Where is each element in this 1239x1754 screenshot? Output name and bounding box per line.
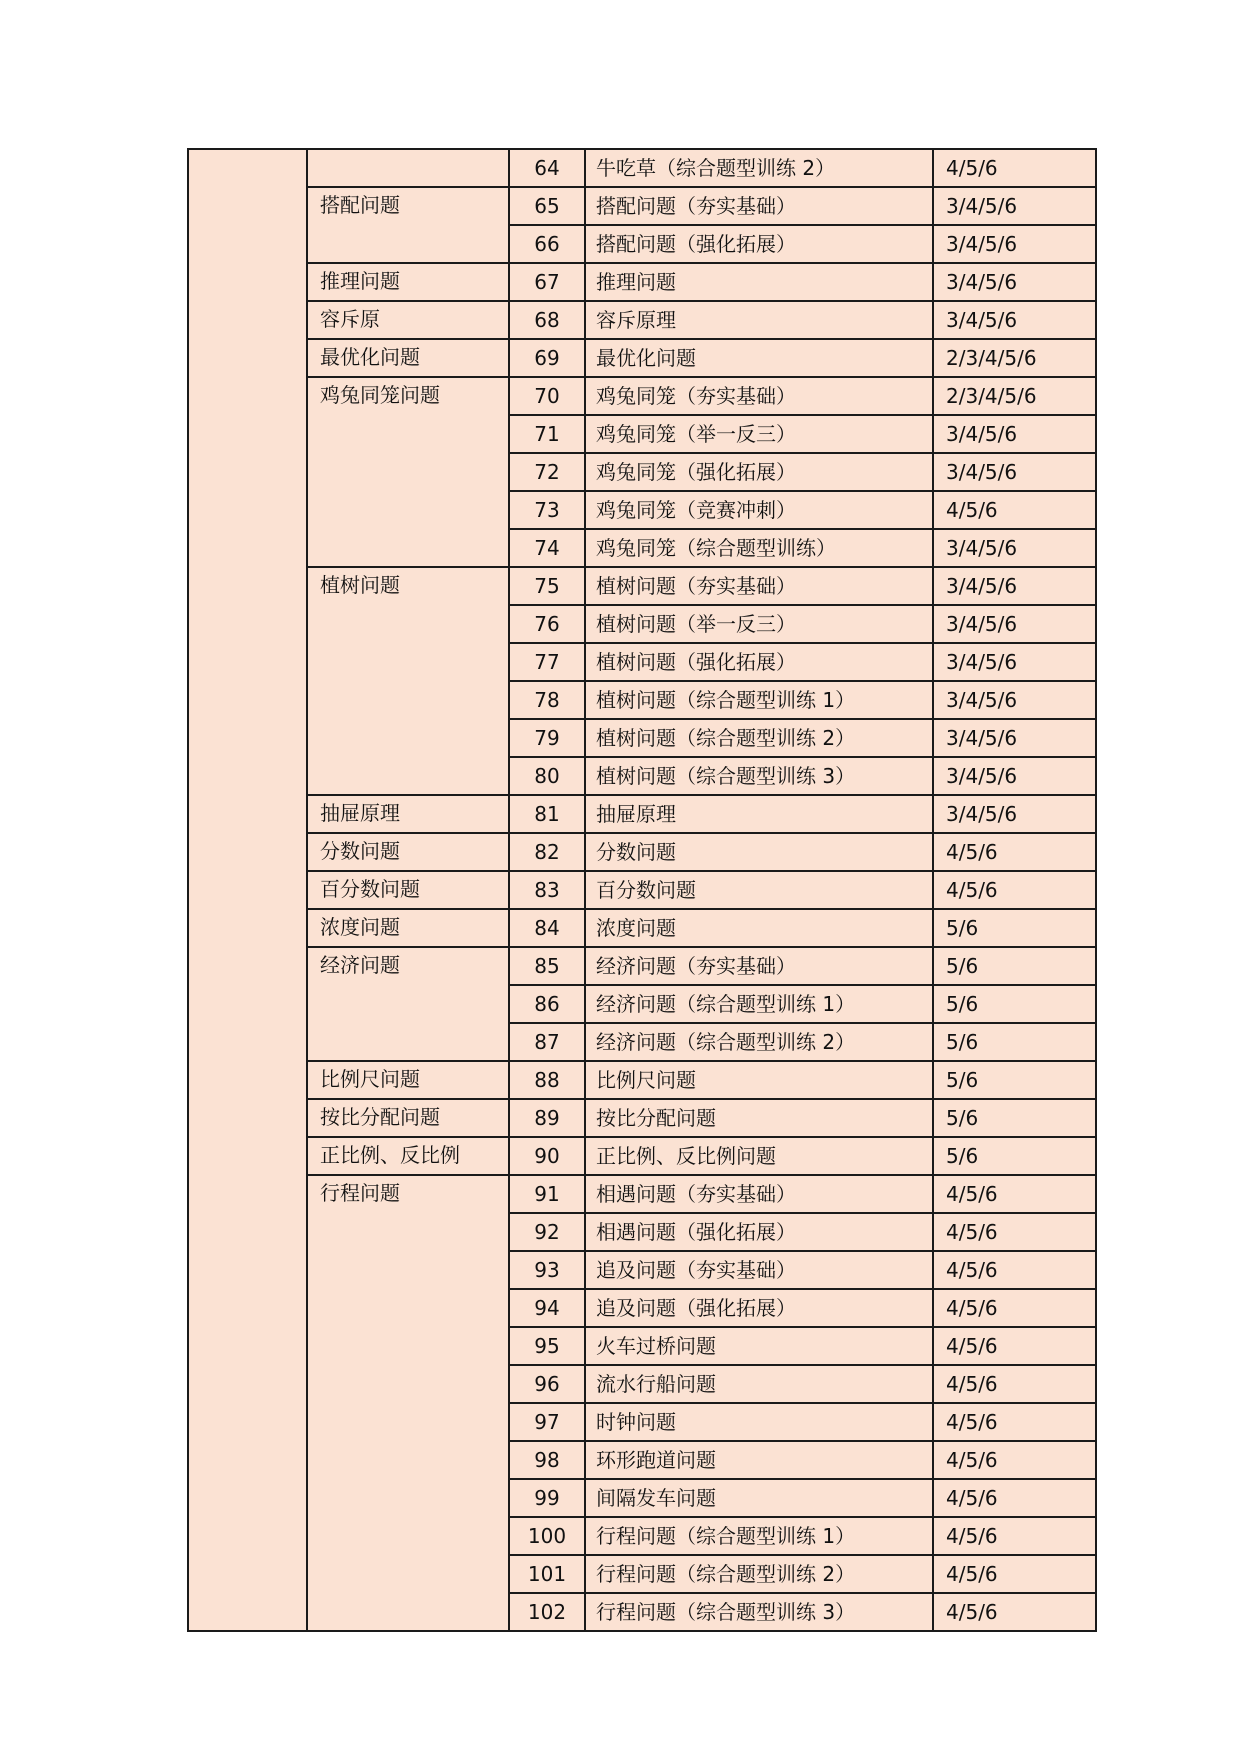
grade-levels: 4/5/6: [933, 1289, 1096, 1327]
lesson-number: 84: [509, 909, 585, 947]
lesson-number: 85: [509, 947, 585, 985]
grade-levels: 2/3/4/5/6: [933, 339, 1096, 377]
table-row: [188, 149, 1096, 187]
blank-left-cell: [188, 149, 307, 1631]
lesson-number: 94: [509, 1289, 585, 1327]
lesson-title: 流水行船问题: [585, 1365, 933, 1403]
category-cell: [307, 1099, 509, 1137]
grade-levels: 4/5/6: [933, 149, 1096, 187]
category-label: 搭配问题: [320, 193, 400, 217]
grade-levels: 5/6: [933, 985, 1096, 1023]
table-row: [188, 871, 1096, 909]
grade-levels: 4/5/6: [933, 1213, 1096, 1251]
grade-levels: 3/4/5/6: [933, 757, 1096, 795]
lesson-number: 75: [509, 567, 585, 605]
category-cell: [307, 795, 509, 833]
lesson-title: 相遇问题（强化拓展）: [585, 1213, 933, 1251]
table-body: [188, 149, 1096, 1631]
grade-levels: 5/6: [933, 1061, 1096, 1099]
grade-levels: 3/4/5/6: [933, 415, 1096, 453]
lesson-title: 追及问题（强化拓展）: [585, 1289, 933, 1327]
table-row: [188, 1061, 1096, 1099]
lesson-number: 101: [509, 1555, 585, 1593]
lesson-number: 83: [509, 871, 585, 909]
lesson-number: 93: [509, 1251, 585, 1289]
table-row: [188, 947, 1096, 985]
category-cell: [307, 1137, 509, 1175]
grade-levels: 5/6: [933, 909, 1096, 947]
grade-levels: 3/4/5/6: [933, 567, 1096, 605]
lesson-title: 环形跑道问题: [585, 1441, 933, 1479]
lesson-number: 78: [509, 681, 585, 719]
table-row: [188, 187, 1096, 225]
lesson-title: 牛吃草（综合题型训练 2）: [585, 149, 933, 187]
category-cell: [307, 1175, 509, 1631]
lesson-number: 90: [509, 1137, 585, 1175]
lesson-number: 100: [509, 1517, 585, 1555]
grade-levels: 4/5/6: [933, 1403, 1096, 1441]
lesson-title: 植树问题（综合题型训练 3）: [585, 757, 933, 795]
curriculum-table: [187, 148, 1097, 1632]
lesson-title: 鸡兔同笼（强化拓展）: [585, 453, 933, 491]
table-row: [188, 909, 1096, 947]
category-cell: [307, 339, 509, 377]
lesson-number: 80: [509, 757, 585, 795]
lesson-title: 鸡兔同笼（夯实基础）: [585, 377, 933, 415]
lesson-number: 102: [509, 1593, 585, 1631]
grade-levels: 3/4/5/6: [933, 453, 1096, 491]
lesson-title: 按比分配问题: [585, 1099, 933, 1137]
lesson-title: 火车过桥问题: [585, 1327, 933, 1365]
category-label: 推理问题: [320, 269, 400, 293]
table-row: [188, 567, 1096, 605]
grade-levels: 4/5/6: [933, 1175, 1096, 1213]
lesson-title: 植树问题（综合题型训练 1）: [585, 681, 933, 719]
table-row: [188, 339, 1096, 377]
category-cell: [307, 1061, 509, 1099]
grade-levels: 3/4/5/6: [933, 719, 1096, 757]
lesson-title: 植树问题（夯实基础）: [585, 567, 933, 605]
category-label: 按比分配问题: [320, 1105, 440, 1129]
category-label: 鸡兔同笼问题: [320, 383, 440, 407]
table-row: [188, 1175, 1096, 1213]
category-label: 浓度问题: [320, 915, 400, 939]
grade-levels: 4/5/6: [933, 1517, 1096, 1555]
category-cell: [307, 187, 509, 263]
lesson-title: 相遇问题（夯实基础）: [585, 1175, 933, 1213]
lesson-title: 比例尺问题: [585, 1061, 933, 1099]
lesson-number: 72: [509, 453, 585, 491]
lesson-title: 百分数问题: [585, 871, 933, 909]
table-row: [188, 301, 1096, 339]
lesson-title: 分数问题: [585, 833, 933, 871]
grade-levels: 3/4/5/6: [933, 529, 1096, 567]
lesson-title: 容斥原理: [585, 301, 933, 339]
table-row: [188, 833, 1096, 871]
category-label: 正比例、反比例: [320, 1143, 460, 1167]
lesson-title: 行程问题（综合题型训练 1）: [585, 1517, 933, 1555]
grade-levels: 4/5/6: [933, 1555, 1096, 1593]
category-label: 抽屉原理: [320, 801, 400, 825]
lesson-title: 鸡兔同笼（竞赛冲刺）: [585, 491, 933, 529]
grade-levels: 4/5/6: [933, 1365, 1096, 1403]
lesson-number: 66: [509, 225, 585, 263]
lesson-title: 行程问题（综合题型训练 2）: [585, 1555, 933, 1593]
category-cell: [307, 833, 509, 871]
lesson-number: 70: [509, 377, 585, 415]
category-cell: [307, 149, 509, 187]
table-row: [188, 1099, 1096, 1137]
grade-levels: 3/4/5/6: [933, 225, 1096, 263]
category-label: 比例尺问题: [320, 1067, 420, 1091]
category-cell: [307, 263, 509, 301]
lesson-title: 追及问题（夯实基础）: [585, 1251, 933, 1289]
grade-levels: 3/4/5/6: [933, 795, 1096, 833]
grade-levels: 4/5/6: [933, 491, 1096, 529]
category-cell: [307, 377, 509, 567]
lesson-title: 植树问题（综合题型训练 2）: [585, 719, 933, 757]
lesson-number: 76: [509, 605, 585, 643]
grade-levels: 5/6: [933, 947, 1096, 985]
lesson-title: 植树问题（举一反三）: [585, 605, 933, 643]
lesson-title: 抽屉原理: [585, 795, 933, 833]
grade-levels: 3/4/5/6: [933, 301, 1096, 339]
lesson-number: 89: [509, 1099, 585, 1137]
category-label: 最优化问题: [320, 345, 420, 369]
lesson-number: 99: [509, 1479, 585, 1517]
grade-levels: 3/4/5/6: [933, 681, 1096, 719]
category-label: 经济问题: [320, 953, 400, 977]
lesson-title: 经济问题（夯实基础）: [585, 947, 933, 985]
category-cell: [307, 909, 509, 947]
grade-levels: 4/5/6: [933, 833, 1096, 871]
lesson-title: 经济问题（综合题型训练 2）: [585, 1023, 933, 1061]
lesson-title: 浓度问题: [585, 909, 933, 947]
lesson-number: 81: [509, 795, 585, 833]
category-label: 容斥原: [320, 307, 380, 331]
lesson-number: 92: [509, 1213, 585, 1251]
grade-levels: 5/6: [933, 1137, 1096, 1175]
lesson-number: 87: [509, 1023, 585, 1061]
lesson-number: 77: [509, 643, 585, 681]
grade-levels: 3/4/5/6: [933, 643, 1096, 681]
lesson-number: 68: [509, 301, 585, 339]
lesson-number: 71: [509, 415, 585, 453]
lesson-title: 行程问题（综合题型训练 3）: [585, 1593, 933, 1631]
grade-levels: 5/6: [933, 1099, 1096, 1137]
lesson-title: 经济问题（综合题型训练 1）: [585, 985, 933, 1023]
lesson-number: 74: [509, 529, 585, 567]
category-label: 植树问题: [320, 573, 400, 597]
lesson-number: 95: [509, 1327, 585, 1365]
category-label: 百分数问题: [320, 877, 420, 901]
lesson-number: 82: [509, 833, 585, 871]
grade-levels: 3/4/5/6: [933, 605, 1096, 643]
category-cell: [307, 871, 509, 909]
grade-levels: 4/5/6: [933, 1479, 1096, 1517]
lesson-number: 91: [509, 1175, 585, 1213]
lesson-number: 97: [509, 1403, 585, 1441]
lesson-number: 64: [509, 149, 585, 187]
category-label: 分数问题: [320, 839, 400, 863]
lesson-number: 73: [509, 491, 585, 529]
lesson-title: 搭配问题（夯实基础）: [585, 187, 933, 225]
table-row: [188, 795, 1096, 833]
grade-levels: 4/5/6: [933, 1441, 1096, 1479]
grade-levels: 4/5/6: [933, 871, 1096, 909]
lesson-title: 推理问题: [585, 263, 933, 301]
lesson-number: 98: [509, 1441, 585, 1479]
lesson-title: 植树问题（强化拓展）: [585, 643, 933, 681]
grade-levels: 3/4/5/6: [933, 187, 1096, 225]
table-row: [188, 377, 1096, 415]
category-cell: [307, 301, 509, 339]
category-cell: [307, 947, 509, 1061]
lesson-title: 正比例、反比例问题: [585, 1137, 933, 1175]
lesson-number: 86: [509, 985, 585, 1023]
lesson-title: 时钟问题: [585, 1403, 933, 1441]
table-row: [188, 263, 1096, 301]
lesson-number: 65: [509, 187, 585, 225]
lesson-number: 88: [509, 1061, 585, 1099]
lesson-title: 间隔发车问题: [585, 1479, 933, 1517]
lesson-title: 最优化问题: [585, 339, 933, 377]
grade-levels: 4/5/6: [933, 1251, 1096, 1289]
grade-levels: 4/5/6: [933, 1327, 1096, 1365]
lesson-number: 69: [509, 339, 585, 377]
grade-levels: 2/3/4/5/6: [933, 377, 1096, 415]
lesson-number: 79: [509, 719, 585, 757]
category-label: 行程问题: [320, 1181, 400, 1205]
lesson-title: 鸡兔同笼（综合题型训练）: [585, 529, 933, 567]
lesson-number: 96: [509, 1365, 585, 1403]
category-label: [320, 150, 508, 157]
lesson-number: 67: [509, 263, 585, 301]
grade-levels: 3/4/5/6: [933, 263, 1096, 301]
category-cell: [307, 567, 509, 795]
grade-levels: 4/5/6: [933, 1593, 1096, 1631]
table-row: [188, 1137, 1096, 1175]
lesson-title: 鸡兔同笼（举一反三）: [585, 415, 933, 453]
grade-levels: 5/6: [933, 1023, 1096, 1061]
lesson-title: 搭配问题（强化拓展）: [585, 225, 933, 263]
